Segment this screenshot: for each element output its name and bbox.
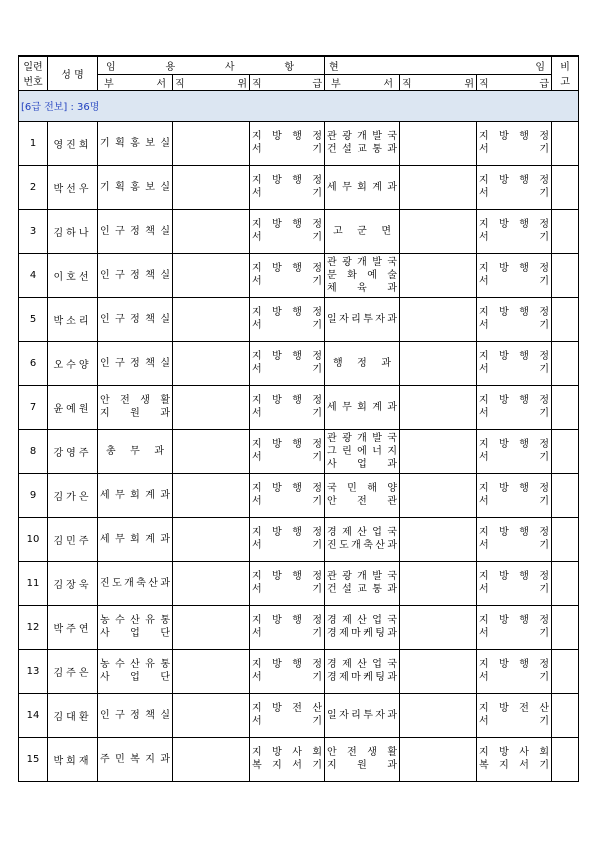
appointment-grade-cell bbox=[250, 693, 325, 737]
cell-text-line: 경 제 마 케 팅 과 bbox=[327, 672, 397, 683]
cell-text-line: 인 구 정 책 실 bbox=[100, 269, 170, 281]
cell-text-line: 지 원 과 bbox=[327, 760, 397, 771]
appointment-dept-cell bbox=[98, 165, 173, 209]
current-position-cell bbox=[400, 297, 477, 341]
cell-text-line: 지 방 행 정 bbox=[479, 571, 550, 582]
appointment-dept-cell bbox=[98, 605, 173, 649]
appointment-dept-cell bbox=[98, 649, 173, 693]
appointment-grade-cell bbox=[250, 473, 325, 517]
cell-text-line: 진 도 개 축 산 과 bbox=[100, 577, 170, 589]
cell-text-line: 서 기 bbox=[252, 540, 323, 551]
current-grade-cell bbox=[477, 385, 552, 429]
current-grade-cell bbox=[477, 649, 552, 693]
cell-text-line: 행 정 과 bbox=[333, 357, 391, 369]
appointment-dept-cell bbox=[98, 209, 173, 253]
appointment-dept-cell bbox=[98, 737, 173, 781]
cell-text-line: 세 무 회 계 과 bbox=[327, 401, 397, 413]
cell-text-line: 복 지 서 기 bbox=[252, 760, 322, 771]
table-row bbox=[19, 165, 579, 209]
name-cell: 김장욱 bbox=[48, 561, 98, 605]
appointment-position-cell bbox=[173, 385, 250, 429]
cell-text-line: 지 방 행 정 bbox=[252, 351, 322, 362]
serial-number-cell: 14 bbox=[19, 693, 48, 737]
current-dept-cell bbox=[325, 605, 400, 649]
cell-text-line: 서 기 bbox=[252, 276, 323, 287]
current-dept-cell bbox=[325, 165, 400, 209]
cell-text-line: 안 전 생 활 bbox=[100, 395, 170, 406]
appointment-dept-cell bbox=[98, 429, 173, 473]
appointment-position-cell bbox=[173, 737, 250, 781]
current-grade-cell bbox=[477, 605, 552, 649]
cell-text-line: 지 방 행 정 bbox=[479, 483, 550, 494]
cell-text-line: 건 설 교 통 과 bbox=[327, 144, 397, 155]
table-row bbox=[19, 429, 579, 473]
serial-number-cell: 9 bbox=[19, 473, 48, 517]
table-row bbox=[19, 737, 579, 781]
cell-text-line: 고 군 면 bbox=[333, 225, 391, 237]
current-grade-cell bbox=[477, 473, 552, 517]
current-position-cell bbox=[400, 517, 477, 561]
current-dept-cell bbox=[325, 341, 400, 385]
name-cell: 박소리 bbox=[48, 297, 98, 341]
cell-text-line: 서 기 bbox=[479, 364, 550, 375]
appointment-grade-cell bbox=[250, 517, 325, 561]
cell-text-line: 경 제 산 업 국 bbox=[327, 527, 397, 538]
note-cell bbox=[552, 253, 579, 297]
table-row bbox=[19, 649, 579, 693]
name-cell: 김하나 bbox=[48, 209, 98, 253]
appointment-position-cell bbox=[173, 605, 250, 649]
current-position-cell bbox=[400, 429, 477, 473]
note-cell bbox=[552, 561, 579, 605]
current-position-cell bbox=[400, 385, 477, 429]
header-position: 직 위 bbox=[173, 74, 250, 90]
note-cell bbox=[552, 209, 579, 253]
current-dept-cell bbox=[325, 297, 400, 341]
current-position-cell bbox=[400, 561, 477, 605]
cell-text-line: 일 자 리 투 자 과 bbox=[327, 709, 397, 721]
cell-text-line: 서 기 bbox=[479, 496, 550, 507]
current-grade-cell bbox=[477, 341, 552, 385]
cell-text-line: 지 방 행 정 bbox=[479, 175, 550, 186]
cell-text-line: 서 기 bbox=[252, 320, 323, 331]
cell-text-line: 경 제 마 케 팅 과 bbox=[327, 628, 397, 639]
name-cell: 오수양 bbox=[48, 341, 98, 385]
current-position-cell bbox=[400, 737, 477, 781]
name-cell: 박희재 bbox=[48, 737, 98, 781]
appointment-position-cell bbox=[173, 165, 250, 209]
cell-text-line: 지 방 행 정 bbox=[479, 439, 550, 450]
current-grade-cell bbox=[477, 297, 552, 341]
appointment-dept-cell bbox=[98, 517, 173, 561]
current-dept-cell bbox=[325, 121, 400, 165]
cell-text-line: 관 광 개 발 국 bbox=[327, 131, 397, 142]
cell-text-line: 서 기 bbox=[252, 144, 323, 155]
current-dept-cell bbox=[325, 649, 400, 693]
cell-text-line: 기 획 홍 보 실 bbox=[100, 181, 170, 193]
current-grade-cell bbox=[477, 693, 552, 737]
cell-text-line: 지 방 행 정 bbox=[479, 307, 550, 318]
current-dept-cell bbox=[325, 517, 400, 561]
header-dept: 부 서 bbox=[98, 74, 173, 90]
appointment-dept-cell bbox=[98, 297, 173, 341]
cell-text-line: 지 방 행 정 bbox=[252, 131, 322, 142]
table-row bbox=[19, 297, 579, 341]
cell-text-line: 지 방 행 정 bbox=[479, 219, 550, 230]
cell-text-line: 사 업 단 bbox=[100, 628, 170, 639]
cell-text-line: 서 기 bbox=[252, 584, 323, 595]
cell-text-line: 지 방 행 정 bbox=[252, 659, 322, 670]
cell-text-line: 서 기 bbox=[252, 628, 323, 639]
note-cell bbox=[552, 165, 579, 209]
cell-text-line: 지 방 행 정 bbox=[252, 439, 322, 450]
cell-text-line: 지 방 행 정 bbox=[479, 351, 550, 362]
cell-text-line: 지 방 전 산 bbox=[479, 703, 550, 714]
appointment-position-cell bbox=[173, 517, 250, 561]
cell-text-line: 사 업 과 bbox=[327, 458, 397, 470]
cell-text-line: 서 기 bbox=[252, 496, 323, 507]
header-note: 비 고 bbox=[552, 56, 579, 90]
cell-text-line: 지 방 사 회 bbox=[479, 747, 550, 758]
table-row bbox=[19, 561, 579, 605]
note-cell bbox=[552, 473, 579, 517]
appointment-grade-cell bbox=[250, 737, 325, 781]
name-cell: 박주연 bbox=[48, 605, 98, 649]
note-cell bbox=[552, 121, 579, 165]
header-name: 성 명 bbox=[48, 56, 98, 90]
cell-text-line: 세 무 회 계 과 bbox=[100, 489, 170, 501]
cell-text-line: 서 기 bbox=[479, 628, 550, 639]
current-grade-cell bbox=[477, 737, 552, 781]
current-grade-cell bbox=[477, 561, 552, 605]
serial-number-cell: 4 bbox=[19, 253, 48, 297]
appointment-dept-cell bbox=[98, 693, 173, 737]
note-cell bbox=[552, 649, 579, 693]
cell-text-line: 서 기 bbox=[479, 584, 550, 595]
cell-text-line: 서 기 bbox=[252, 232, 323, 243]
table-row bbox=[19, 605, 579, 649]
cell-text-line: 인 구 정 책 실 bbox=[100, 709, 170, 721]
table-row bbox=[19, 385, 579, 429]
appointment-position-cell bbox=[173, 473, 250, 517]
cell-text-line: 안 전 생 활 bbox=[327, 747, 398, 758]
cell-text-line: 지 방 행 정 bbox=[252, 219, 322, 230]
cell-text-line: 지 방 행 정 bbox=[479, 395, 550, 406]
section-title: [6급 전보] : 36명 bbox=[19, 90, 579, 121]
name-cell: 영진희 bbox=[48, 121, 98, 165]
serial-number-cell: 6 bbox=[19, 341, 48, 385]
appointment-dept-cell bbox=[98, 473, 173, 517]
table-row bbox=[19, 121, 579, 165]
cell-text-line: 국 민 해 양 bbox=[327, 483, 398, 494]
name-cell: 박선우 bbox=[48, 165, 98, 209]
cell-text-line: 지 방 행 정 bbox=[252, 527, 322, 538]
table-row bbox=[19, 253, 579, 297]
cell-text-line: 인 구 정 책 실 bbox=[100, 313, 170, 325]
appointment-position-cell bbox=[173, 561, 250, 605]
name-cell: 김대환 bbox=[48, 693, 98, 737]
appointment-dept-cell bbox=[98, 385, 173, 429]
serial-number-cell: 11 bbox=[19, 561, 48, 605]
name-cell: 강영주 bbox=[48, 429, 98, 473]
cell-text-line: 사 업 단 bbox=[100, 672, 170, 683]
appointment-grade-cell bbox=[250, 605, 325, 649]
current-position-cell bbox=[400, 605, 477, 649]
cell-text-line: 복 지 서 기 bbox=[479, 760, 550, 771]
cell-text-line: 세 무 회 계 과 bbox=[327, 181, 397, 193]
cell-text-line: 서 기 bbox=[479, 320, 550, 331]
appointment-position-cell bbox=[173, 297, 250, 341]
cell-text-line: 지 방 행 정 bbox=[252, 571, 322, 582]
header-current-grade: 직 급 bbox=[477, 74, 552, 90]
current-position-cell bbox=[400, 165, 477, 209]
cell-text-line: 총 무 과 bbox=[106, 445, 164, 457]
current-grade-cell bbox=[477, 165, 552, 209]
cell-text-line: 서 기 bbox=[479, 188, 550, 199]
cell-text-line: 경 제 산 업 국 bbox=[327, 615, 397, 626]
cell-text-line: 서 기 bbox=[252, 716, 323, 727]
appointment-grade-cell bbox=[250, 165, 325, 209]
header-current-dept: 부 서 bbox=[325, 74, 400, 90]
appointment-position-cell bbox=[173, 693, 250, 737]
header-appointment: 임 용 사 항 bbox=[98, 56, 325, 74]
cell-text-line: 지 방 행 정 bbox=[479, 659, 550, 670]
appointment-grade-cell bbox=[250, 121, 325, 165]
serial-number-cell: 13 bbox=[19, 649, 48, 693]
cell-text-line: 주 민 복 지 과 bbox=[100, 753, 170, 765]
current-dept-cell bbox=[325, 473, 400, 517]
personnel-table bbox=[18, 55, 579, 782]
serial-number-cell: 8 bbox=[19, 429, 48, 473]
note-cell bbox=[552, 385, 579, 429]
cell-text-line: 서 기 bbox=[252, 452, 323, 463]
serial-number-cell: 5 bbox=[19, 297, 48, 341]
note-cell bbox=[552, 297, 579, 341]
header-serial-number: 일련 번호 bbox=[19, 56, 48, 90]
cell-text-line: 서 기 bbox=[479, 408, 550, 419]
serial-number-cell: 7 bbox=[19, 385, 48, 429]
cell-text-line: 지 원 과 bbox=[100, 408, 170, 419]
name-cell: 이호선 bbox=[48, 253, 98, 297]
header-grade: 직 급 bbox=[250, 74, 325, 90]
cell-text-line: 지 방 행 정 bbox=[252, 615, 322, 626]
cell-text-line: 인 구 정 책 실 bbox=[100, 357, 170, 369]
appointment-grade-cell bbox=[250, 341, 325, 385]
appointment-position-cell bbox=[173, 341, 250, 385]
appointment-position-cell bbox=[173, 209, 250, 253]
cell-text-line: 관 광 개 발 국 bbox=[327, 571, 397, 582]
serial-number-cell: 15 bbox=[19, 737, 48, 781]
current-grade-cell bbox=[477, 253, 552, 297]
name-cell: 김민주 bbox=[48, 517, 98, 561]
cell-text-line: 건 설 교 통 과 bbox=[327, 584, 397, 595]
appointment-dept-cell bbox=[98, 561, 173, 605]
note-cell bbox=[552, 341, 579, 385]
current-position-cell bbox=[400, 253, 477, 297]
current-dept-cell bbox=[325, 385, 400, 429]
appointment-dept-cell bbox=[98, 253, 173, 297]
cell-text-line: 문 화 예 술 bbox=[327, 269, 398, 281]
appointment-grade-cell bbox=[250, 561, 325, 605]
current-grade-cell bbox=[477, 121, 552, 165]
current-dept-cell bbox=[325, 561, 400, 605]
table-row bbox=[19, 693, 579, 737]
current-position-cell bbox=[400, 341, 477, 385]
cell-text-line: 지 방 행 정 bbox=[252, 263, 322, 274]
cell-text-line: 지 방 사 회 bbox=[252, 747, 322, 758]
appointment-grade-cell bbox=[250, 385, 325, 429]
table-row bbox=[19, 341, 579, 385]
appointment-position-cell bbox=[173, 253, 250, 297]
current-position-cell bbox=[400, 693, 477, 737]
cell-text-line: 지 방 행 정 bbox=[252, 483, 322, 494]
current-position-cell bbox=[400, 209, 477, 253]
serial-number-cell: 10 bbox=[19, 517, 48, 561]
table-row bbox=[19, 209, 579, 253]
current-grade-cell bbox=[477, 429, 552, 473]
cell-text-line: 경 제 산 업 국 bbox=[327, 659, 397, 670]
cell-text-line: 농 수 산 유 통 bbox=[100, 615, 170, 626]
cell-text-line: 서 기 bbox=[479, 452, 550, 463]
current-position-cell bbox=[400, 473, 477, 517]
note-cell bbox=[552, 693, 579, 737]
table-row bbox=[19, 473, 579, 517]
appointment-position-cell bbox=[173, 429, 250, 473]
cell-text-line: 안 전 관 bbox=[327, 496, 397, 507]
cell-text-line: 관 광 개 발 국 bbox=[327, 256, 397, 268]
cell-text-line: 서 기 bbox=[479, 276, 550, 287]
cell-text-line: 서 기 bbox=[479, 232, 550, 243]
cell-text-line: 지 방 행 정 bbox=[479, 263, 550, 274]
current-dept-cell bbox=[325, 693, 400, 737]
note-cell bbox=[552, 605, 579, 649]
appointment-grade-cell bbox=[250, 297, 325, 341]
cell-text-line: 지 방 행 정 bbox=[479, 131, 550, 142]
cell-text-line: 기 획 홍 보 실 bbox=[100, 137, 170, 149]
serial-number-cell: 12 bbox=[19, 605, 48, 649]
cell-text-line: 농 수 산 유 통 bbox=[100, 659, 170, 670]
cell-text-line: 지 방 행 정 bbox=[479, 527, 550, 538]
note-cell bbox=[552, 517, 579, 561]
current-dept-cell bbox=[325, 737, 400, 781]
cell-text-line: 지 방 행 정 bbox=[252, 175, 322, 186]
cell-text-line: 서 기 bbox=[252, 364, 323, 375]
cell-text-line: 지 방 행 정 bbox=[479, 615, 550, 626]
cell-text-line: 지 방 행 정 bbox=[252, 307, 322, 318]
cell-text-line: 서 기 bbox=[479, 144, 550, 155]
cell-text-line: 서 기 bbox=[252, 408, 323, 419]
current-grade-cell bbox=[477, 517, 552, 561]
cell-text-line: 그 린 에 너 지 bbox=[327, 445, 397, 457]
serial-number-cell: 2 bbox=[19, 165, 48, 209]
cell-text-line: 서 기 bbox=[479, 716, 550, 727]
current-position-cell bbox=[400, 649, 477, 693]
header-current: 현 임 bbox=[325, 56, 552, 74]
appointment-grade-cell bbox=[250, 649, 325, 693]
appointment-grade-cell bbox=[250, 429, 325, 473]
cell-text-line: 서 기 bbox=[479, 540, 550, 551]
cell-text-line: 서 기 bbox=[252, 188, 323, 199]
cell-text-line: 체 육 과 bbox=[327, 282, 397, 294]
current-grade-cell bbox=[477, 209, 552, 253]
cell-text-line: 서 기 bbox=[252, 672, 323, 683]
cell-text-line: 지 방 전 산 bbox=[252, 703, 322, 714]
cell-text-line: 지 방 행 정 bbox=[252, 395, 322, 406]
appointment-dept-cell bbox=[98, 341, 173, 385]
cell-text-line: 관 광 개 발 국 bbox=[327, 432, 397, 444]
appointment-grade-cell bbox=[250, 209, 325, 253]
appointment-dept-cell bbox=[98, 121, 173, 165]
cell-text-line: 일 자 리 투 자 과 bbox=[327, 313, 397, 325]
cell-text-line: 인 구 정 책 실 bbox=[100, 225, 170, 237]
current-dept-cell bbox=[325, 429, 400, 473]
name-cell: 김가은 bbox=[48, 473, 98, 517]
serial-number-cell: 1 bbox=[19, 121, 48, 165]
serial-number-cell: 3 bbox=[19, 209, 48, 253]
cell-text-line: 진 도 개 축 산 과 bbox=[327, 540, 397, 551]
appointment-position-cell bbox=[173, 649, 250, 693]
current-position-cell bbox=[400, 121, 477, 165]
note-cell bbox=[552, 737, 579, 781]
table-row bbox=[19, 517, 579, 561]
note-cell bbox=[552, 429, 579, 473]
appointment-grade-cell bbox=[250, 253, 325, 297]
name-cell: 김주은 bbox=[48, 649, 98, 693]
cell-text-line: 서 기 bbox=[479, 672, 550, 683]
current-dept-cell bbox=[325, 253, 400, 297]
current-dept-cell bbox=[325, 209, 400, 253]
name-cell: 윤예원 bbox=[48, 385, 98, 429]
cell-text-line: 세 무 회 계 과 bbox=[100, 533, 170, 545]
section-header-row bbox=[19, 90, 579, 121]
appointment-position-cell bbox=[173, 121, 250, 165]
header-current-position: 직 위 bbox=[400, 74, 477, 90]
